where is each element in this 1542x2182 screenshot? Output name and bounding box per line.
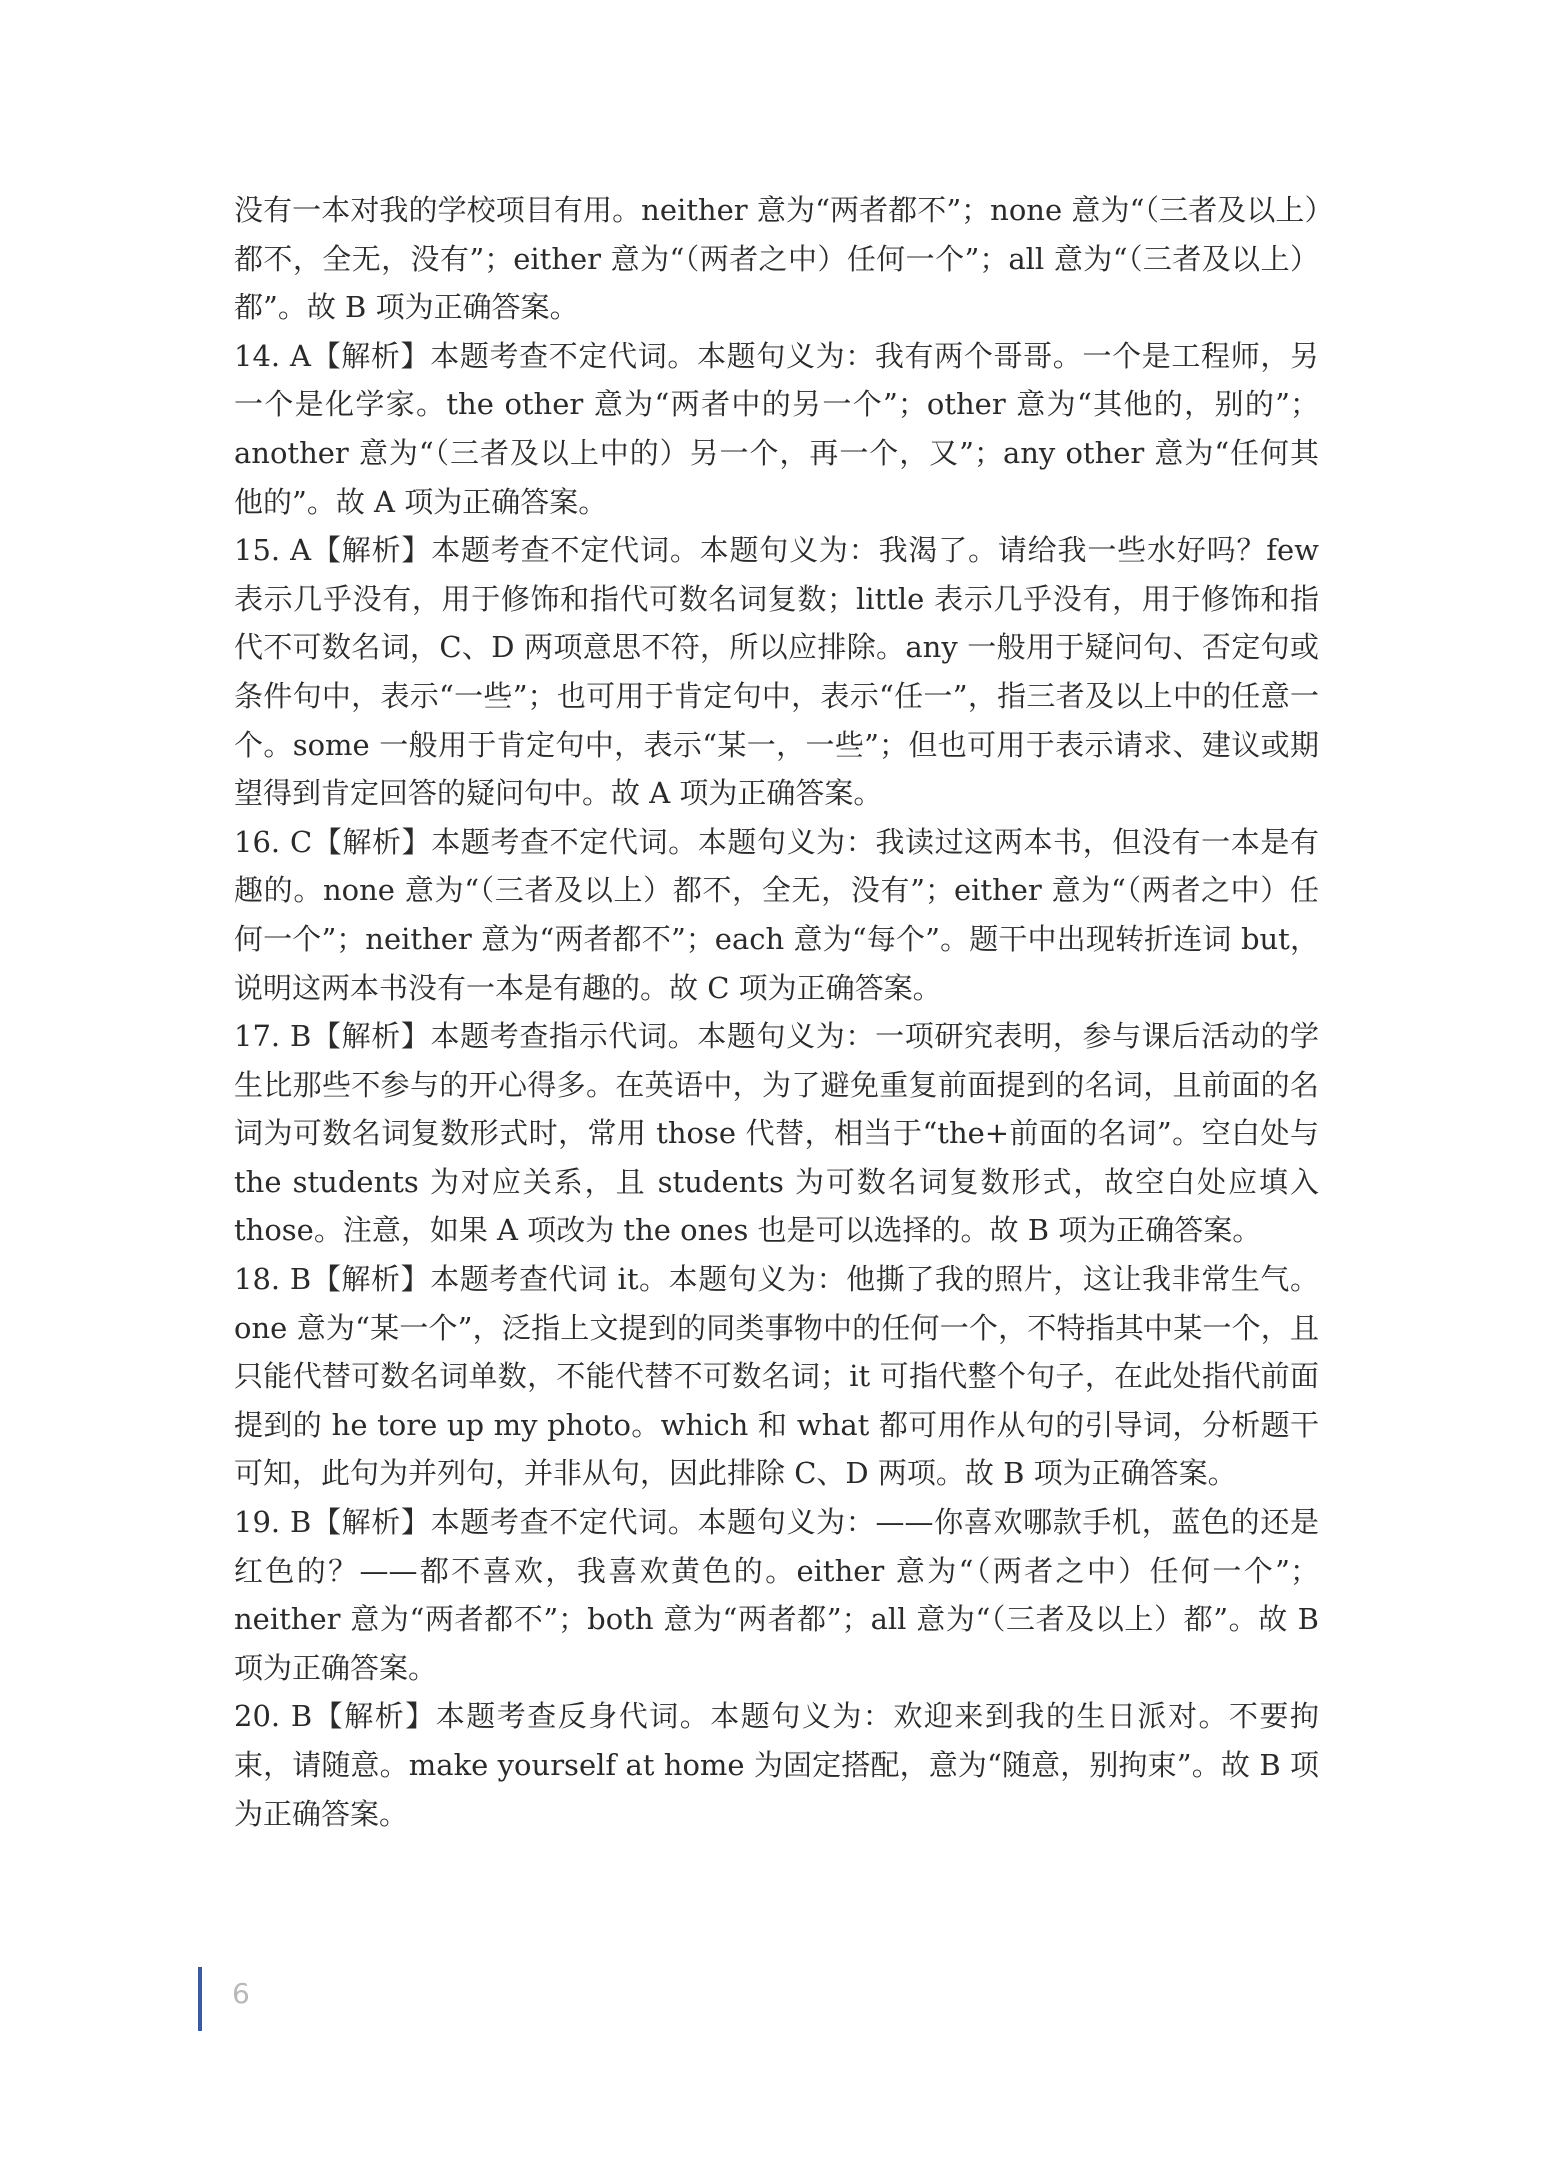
item-number: 18. B xyxy=(234,1262,312,1297)
explanation-text: 本题考查反身代词。本题句义为：欢迎来到我的生日派对。不要拘束，请随意。make yourself at home 为固定搭配，意为“随意，别拘束”。故 B 项为正确答案。 xyxy=(234,1699,1319,1831)
explanation-item-16 xyxy=(234,818,1319,1012)
item-number: 17. B xyxy=(234,1019,312,1054)
analysis-tag: 【解析】 xyxy=(312,824,432,859)
explanation-item-19 xyxy=(234,1498,1319,1692)
explanation-text: 本题考查不定代词。本题句义为：我读过这两本书，但没有一本是有趣的。none 意为“（三者及以上）都不，全无，没有”；either 意为“（两者之中）任何一个”；neither 意为“两者都不”；each 意为“每个”。题干中出现转折连词 but，说明这两本书没有一本是有趣的。故 C 项为正确答案。 xyxy=(234,824,1319,1005)
explanation-text: 本题考查不定代词。本题句义为：——你喜欢哪款手机，蓝色的还是红色的？——都不喜欢，我喜欢黄色的。either 意为“（两者之中）任何一个”；neither 意为“两者都不”；both 意为“两者都”；all 意为“（三者及以上）都”。故 B 项为正确答案。 xyxy=(234,1505,1319,1685)
item-number: 20. B xyxy=(234,1699,313,1734)
analysis-tag: 【解析】 xyxy=(310,338,431,373)
item-number: 15. A xyxy=(234,533,312,568)
continued-paragraph: 没有一本对我的学校项目有用。neither 意为“两者都不”；none 意为“（三者及以上）都不，全无，没有”；either 意为“（两者之中）任何一个”；all 意为“（三者及以上）都”。故 B 项为正确答案。 xyxy=(234,193,1319,325)
analysis-tag: 【解析】 xyxy=(311,533,432,568)
page-number: 6 xyxy=(232,1977,250,2010)
answer-explanations xyxy=(234,186,1319,1838)
analysis-tag: 【解析】 xyxy=(312,1699,436,1734)
explanation-text: 本题考查不定代词。本题句义为：我渴了。请给我一些水好吗？few 表示几乎没有，用于修饰和指代可数名词复数；little 表示几乎没有，用于修饰和指代不可数名词，C、D 两项意思不符，所以应排除。any 一般用于疑问句、否定句或条件句中，表示“一些”；也可用于肯定句中，表示“任一”，指三者及以上中的任意一个。some 一般用于肯定句中，表示“某一，一些”；但也可用于表示请求、建议或期望得到肯定回答的疑问句中。故 A 项为正确答案。 xyxy=(234,533,1319,811)
explanation-item-14 xyxy=(234,332,1319,526)
footer-rule xyxy=(198,1967,202,2031)
explanation-text: 本题考查代词 it。本题句义为：他撕了我的照片，这让我非常生气。one 意为“某一个”，泛指上文提到的同类事物中的任何一个，不特指其中某一个，且只能代替可数名词单数，不能代替不可数名词；it 可指代整个句子，在此处指代前面提到的 he tore up my photo。which 和 what 都可用作从句的引导词，分析题干可知，此句为并列句，并非从句，因此排除 C、D 两项。故 B 项为正确答案。 xyxy=(234,1262,1319,1491)
item-number: 16. C xyxy=(234,824,313,859)
analysis-tag: 【解析】 xyxy=(311,1505,431,1540)
analysis-tag: 【解析】 xyxy=(311,1262,431,1297)
item-number: 14. A xyxy=(234,338,311,373)
item-number: 19. B xyxy=(234,1505,312,1540)
analysis-tag: 【解析】 xyxy=(311,1019,431,1054)
explanation-item-20 xyxy=(234,1692,1319,1838)
explanation-text: 本题考查不定代词。本题句义为：我有两个哥哥。一个是工程师，另一个是化学家。the other 意为“两者中的另一个”；other 意为“其他的，别的”；another 意为“（三者及以上中的）另一个，再一个，又”；any other 意为“任何其他的”。故 A 项为正确答案。 xyxy=(234,338,1319,519)
explanation-item-15 xyxy=(234,526,1319,818)
explanation-item-18 xyxy=(234,1255,1319,1498)
explanation-item-17 xyxy=(234,1012,1319,1255)
explanation-text: 本题考查指示代词。本题句义为：一项研究表明，参与课后活动的学生比那些不参与的开心得多。在英语中，为了避免重复前面提到的名词，且前面的名词为可数名词复数形式时，常用 those 代替，相当于“the+前面的名词”。空白处与 the students 为对应关系，且 students 为可数名词复数形式，故空白处应填入 those。注意，如果 A 项改为 the ones 也是可以选择的。故 B 项为正确答案。 xyxy=(234,1019,1319,1248)
